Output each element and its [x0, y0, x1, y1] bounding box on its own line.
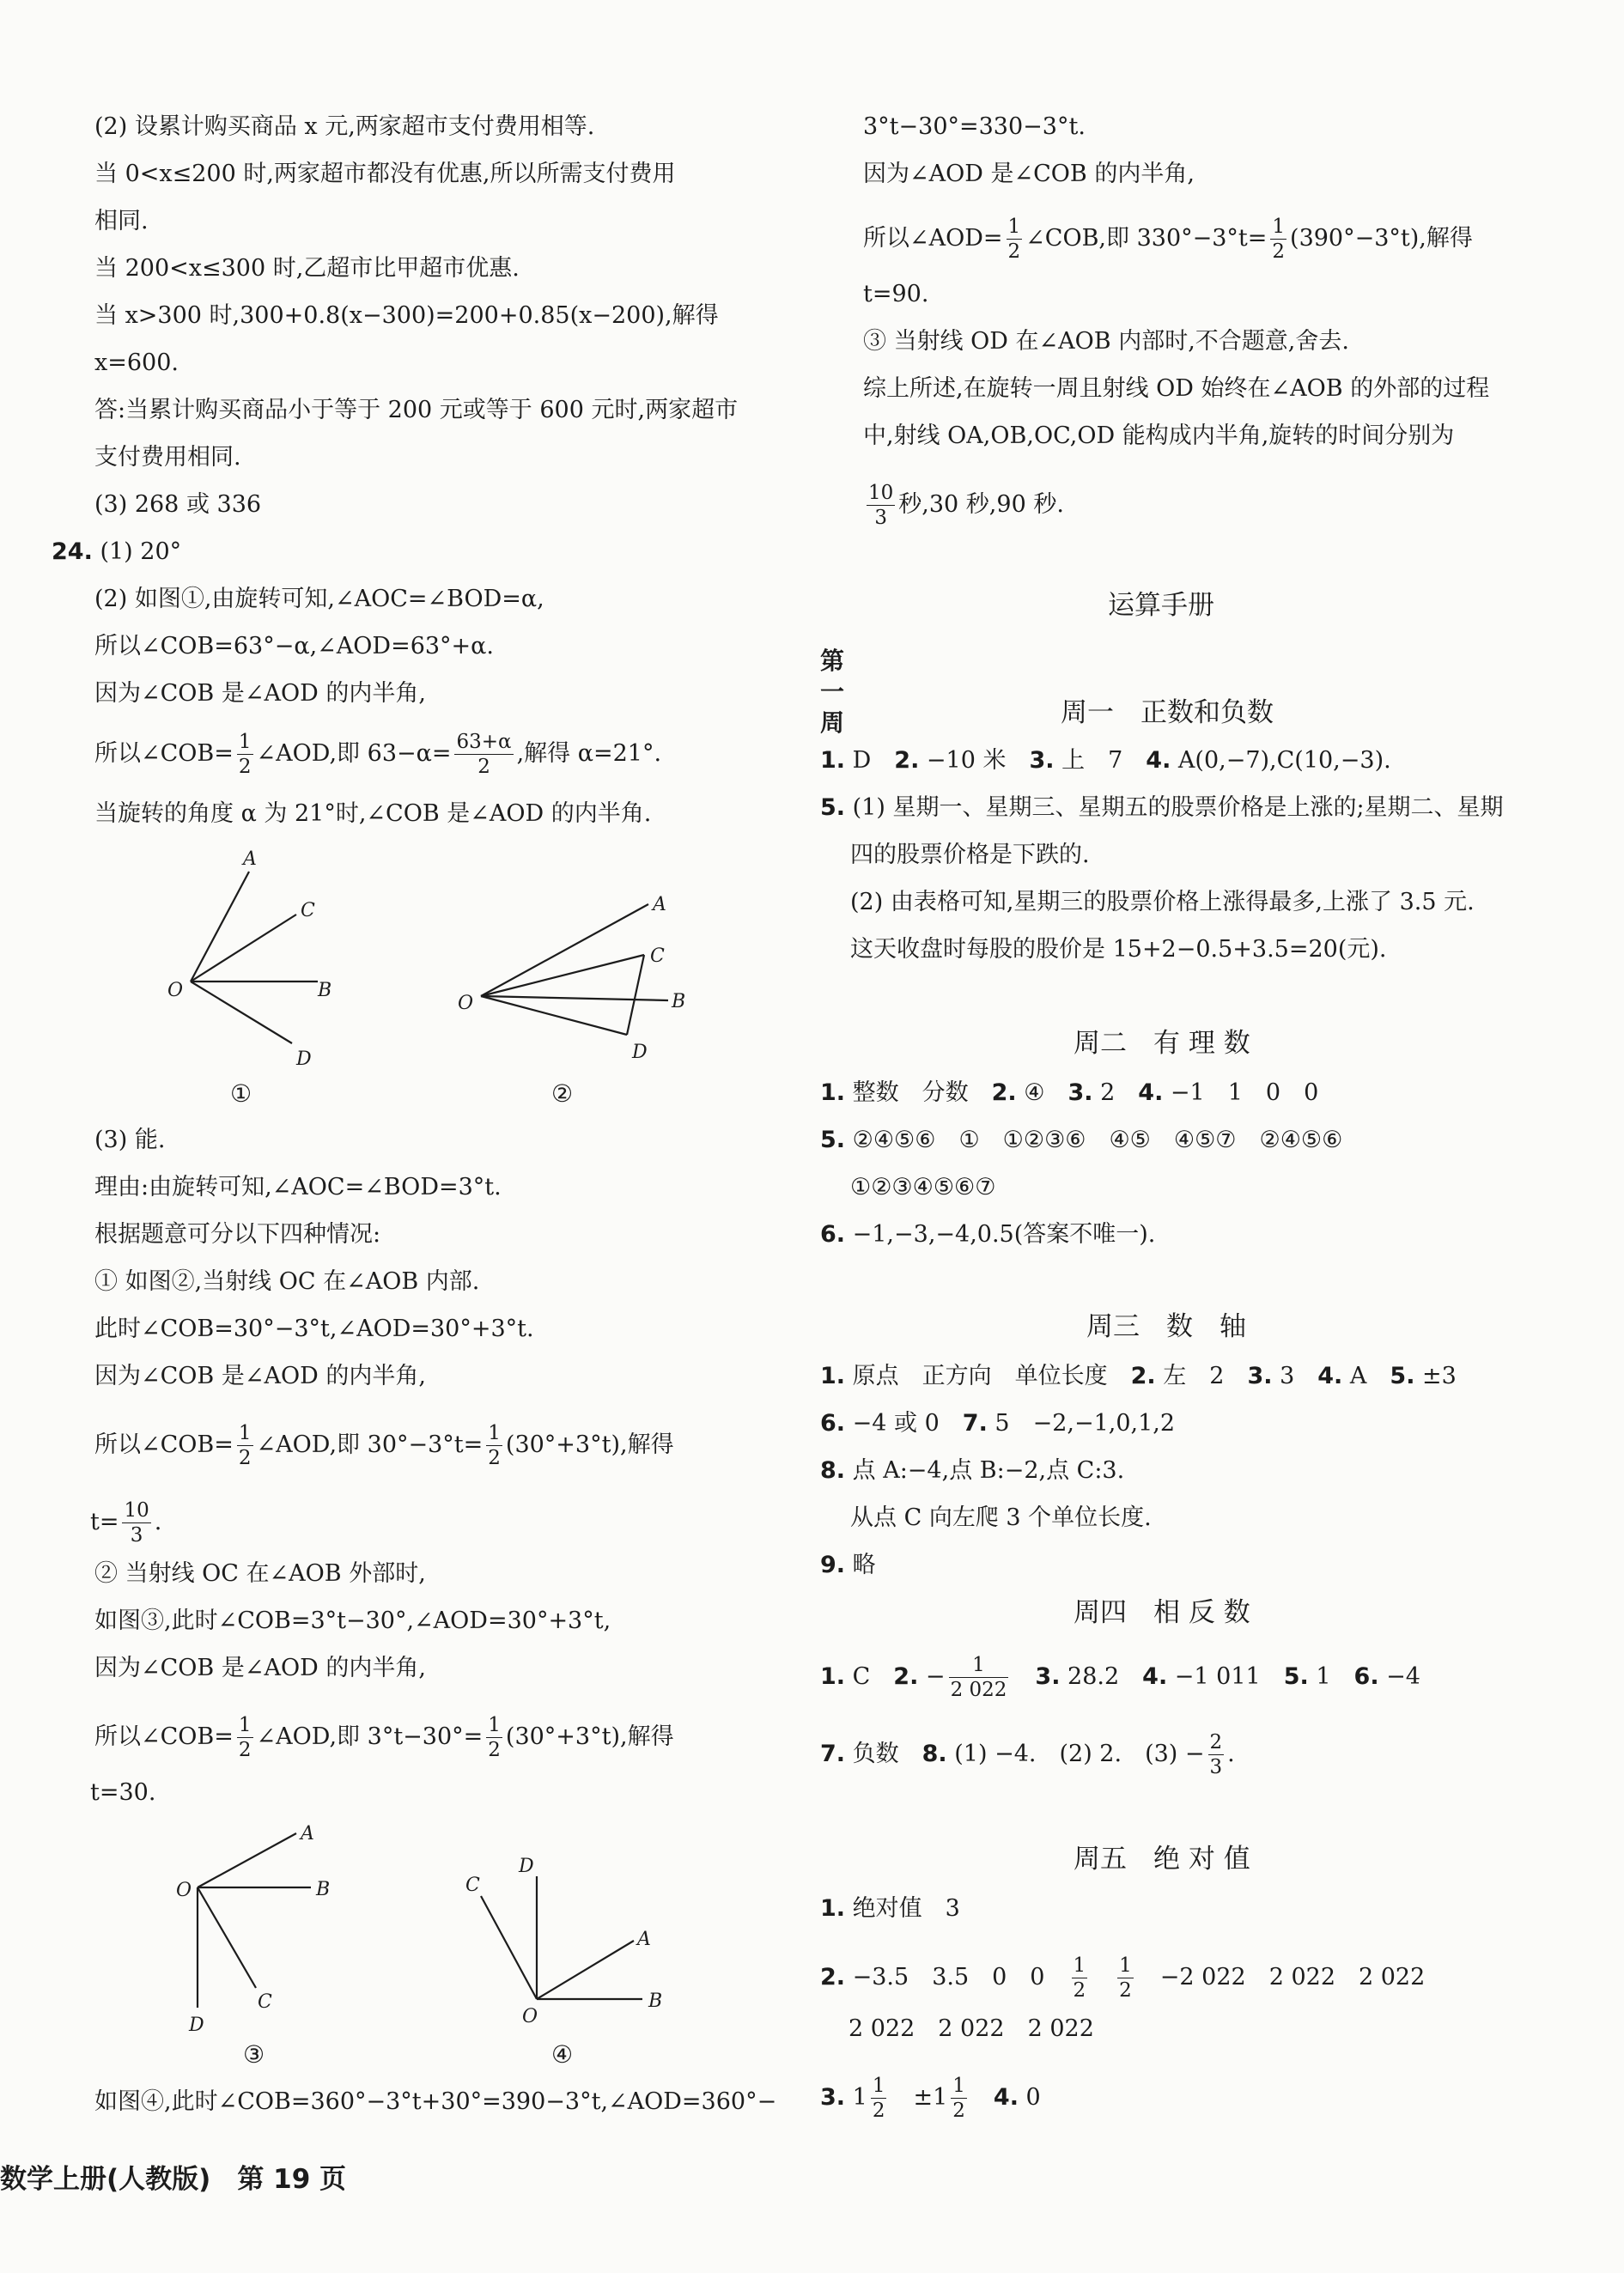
text-line: 因为∠AOD 是∠COB 的内半角, [863, 161, 1195, 187]
day-title-tuesday: 周二 有 理 数 [1074, 1028, 1250, 1059]
answer-text: 原点 正方向 单位长度 [845, 1363, 1131, 1389]
figure-1-2 [155, 837, 756, 1121]
text-line: (2) 如图①,由旋转可知,∠AOC=∠BOD=α, [94, 586, 544, 612]
text-line: (2) 设累计购买商品 x 元,两家超市支付费用相等. [94, 113, 595, 140]
question-number: 8. [820, 1457, 846, 1484]
question-number: 5. [1390, 1363, 1415, 1389]
text-line: 3°t−30°=330−3°t. [863, 113, 1086, 140]
ray-oa [537, 1941, 634, 1999]
text-line: 当 x>300 时,300+0.8(x−300)=200+0.85(x−200),解得 [94, 302, 719, 329]
label-c: C [650, 945, 665, 967]
question-number: 5. [1283, 1663, 1309, 1690]
text-segment: . [154, 1509, 162, 1535]
label-a: A [653, 894, 666, 915]
ray-oa [198, 1833, 296, 1887]
question-number: 2. [893, 1663, 919, 1690]
fraction-denominator: 2 [488, 1447, 501, 1469]
ray-oc [191, 915, 296, 982]
answer-text: A [1342, 1363, 1390, 1389]
label-a: A [301, 1823, 314, 1845]
question-number: 5. [820, 794, 846, 821]
text-segment: (30°+3°t),解得 [505, 1431, 674, 1458]
text-line: 此时∠COB=30°−3°t,∠AOD=30°+3°t. [94, 1316, 534, 1342]
text-line: 如图④,此时∠COB=360°−3°t+30°=390−3°t,∠AOD=360°− [94, 2088, 777, 2115]
text-line: ①②③④⑤⑥⑦ [850, 1174, 996, 1200]
answer-text: ±3 [1414, 1363, 1457, 1389]
text-segment: 秒,30 秒,90 秒. [898, 491, 1064, 518]
fraction [949, 1653, 1009, 1702]
section-title: 运算手册 [1108, 590, 1214, 621]
text-segment: t= [90, 1509, 119, 1535]
segment-cd [627, 955, 644, 1035]
fraction [486, 1421, 502, 1470]
day-title-friday: 周五 绝 对 值 [1074, 1844, 1250, 1875]
question-number: 5. [820, 1127, 846, 1153]
answer-line [820, 1361, 1457, 1392]
question-number: 4. [1138, 1079, 1164, 1106]
question-24 [52, 537, 181, 568]
fraction-denominator: 2 [1272, 240, 1286, 263]
text-segment: . [1227, 1741, 1235, 1767]
answer-text: 左 2 [1155, 1363, 1248, 1389]
fraction [871, 2074, 887, 2123]
answer-line [820, 2074, 1041, 2123]
answer-text: ±1 [913, 2084, 948, 2111]
label-b: B [318, 980, 332, 1001]
answer-text: −1 1 0 0 [1163, 1079, 1319, 1106]
answer-text: −1 011 [1167, 1663, 1284, 1690]
text-segment: ∠AOD,即 30°−3°t= [256, 1431, 484, 1458]
fraction-denominator: 2 022 [950, 1679, 1007, 1701]
fraction-numerator: 2 [1209, 1731, 1223, 1753]
answer-text: 整数 分数 [845, 1079, 992, 1106]
text-line: 当旋转的角度 α 为 21°时,∠COB 是∠AOD 的内半角. [94, 800, 652, 827]
text-line: 理由:由旋转可知,∠AOC=∠BOD=3°t. [94, 1174, 502, 1200]
fraction-denominator: 3 [130, 1524, 143, 1547]
fraction-numerator: 1 [1007, 216, 1021, 238]
question-number: 6. [820, 1410, 846, 1437]
fraction [486, 1713, 502, 1762]
fraction-numerator: 63+α [456, 731, 512, 753]
ray-oa [191, 872, 249, 982]
answer-text: C [845, 1663, 894, 1690]
answer-line [820, 1893, 960, 1924]
text-line: 当 200<x≤300 时,乙超市比甲超市优惠. [94, 255, 520, 282]
fraction-numerator: 1 [488, 1714, 501, 1736]
question-number: 1. [820, 1363, 846, 1389]
question-number: 7. [962, 1410, 988, 1437]
question-number: 1. [820, 1079, 846, 1106]
answer-text: 负数 [845, 1741, 922, 1767]
text-line: 四的股票价格是下跌的. [850, 842, 1090, 868]
text-line: (3) 能. [94, 1127, 166, 1153]
text-segment: ,解得 α=21°. [516, 740, 662, 767]
fraction-numerator: 10 [124, 1499, 149, 1522]
figure-3-4 [155, 1812, 756, 2078]
question-number: 4. [1142, 1663, 1168, 1690]
answer-text: 点 A:−4,点 B:−2,点 C:3. [845, 1457, 1125, 1484]
label-d: D [189, 2015, 204, 2036]
text-line: ③ 当射线 OD 在∠AOB 内部时,不合题意,舍去. [863, 328, 1349, 355]
question-number: 24. [52, 538, 93, 565]
fraction-numerator: 1 [488, 1422, 501, 1444]
answer-text: −4 或 0 [845, 1410, 963, 1437]
ray-oc [198, 1887, 256, 1988]
fraction-numerator: 1 [952, 2075, 965, 2097]
label-c: C [465, 1875, 480, 1896]
question-number: 2. [820, 1964, 846, 1990]
text-line: (2) 由表格可知,星期三的股票价格上涨得最多,上涨了 3.5 元. [850, 889, 1475, 915]
fraction-numerator: 1 [238, 731, 252, 753]
text-segment: (390°−3°t),解得 [1290, 225, 1473, 252]
fraction-numerator: 1 [1272, 216, 1286, 238]
fraction-numerator: 1 [238, 1714, 252, 1736]
fraction-denominator: 2 [872, 2100, 885, 2122]
text-line: 这天收盘时每股的股价是 15+2−0.5+3.5=20(元). [850, 936, 1387, 963]
fraction-numerator: 1 [1073, 1954, 1086, 1977]
fraction [1208, 1730, 1225, 1779]
answer-text: − [918, 1663, 946, 1690]
equation-line [863, 481, 1064, 530]
answer-text: 1 [1308, 1663, 1354, 1690]
answer-text: 1 [845, 2084, 867, 2111]
text-line: 因为∠COB 是∠AOD 的内半角, [94, 680, 426, 707]
text-line: 支付费用相同. [94, 444, 241, 471]
fraction [1270, 215, 1286, 264]
figure-caption: ① [230, 1079, 252, 1108]
label-b: B [672, 991, 686, 1012]
question-number: 8. [921, 1741, 947, 1767]
label-o: O [522, 2006, 538, 2027]
answer-text: 3 [1272, 1363, 1318, 1389]
fraction-numerator: 1 [949, 1653, 1009, 1678]
fraction-denominator: 2 [238, 1447, 252, 1469]
answer-text: 绝对值 3 [845, 1895, 960, 1922]
text-line: 答:当累计购买商品小于等于 200 元或等于 600 元时,两家超市 [94, 397, 739, 423]
text-segment: (30°+3°t),解得 [505, 1723, 674, 1750]
text-line: 相同. [94, 208, 149, 234]
fraction-denominator: 2 [952, 2100, 965, 2122]
equation-line [863, 215, 1473, 264]
answer-text: ②④⑤⑥ ① ①②③⑥ ④⑤ ④⑤⑦ ②④⑤⑥ [845, 1127, 1343, 1153]
text-line: ② 当射线 OC 在∠AOB 外部时, [94, 1560, 426, 1587]
label-o: O [167, 980, 184, 1001]
label-o: O [458, 993, 474, 1014]
question-number: 2. [894, 747, 920, 774]
question-number: 6. [820, 1221, 846, 1248]
fraction [1117, 1954, 1134, 2003]
answer-text: −10 米 [919, 747, 1030, 774]
label-a: A [243, 848, 257, 870]
question-number: 3. [1067, 1079, 1093, 1106]
question-number: 1. [820, 1895, 846, 1922]
question-number: 3. [820, 2084, 846, 2111]
label-b: B [648, 1990, 663, 2012]
equation-line [94, 1713, 674, 1762]
answer-text: 略 [845, 1552, 876, 1578]
fraction [237, 1713, 253, 1762]
ray-oc [481, 1896, 537, 1999]
figure-caption: ③ [243, 2040, 265, 2069]
day-title-monday: 周一 正数和负数 [1061, 697, 1274, 728]
text-line: 如图③,此时∠COB=3°t−30°,∠AOD=30°+3°t, [94, 1608, 611, 1634]
fraction-denominator: 2 [238, 1739, 252, 1761]
question-number: 2. [991, 1079, 1017, 1106]
equation-line [94, 1421, 674, 1470]
answer-text: −2 022 2 022 2 022 [1159, 1964, 1426, 1990]
fraction-denominator: 3 [1209, 1756, 1223, 1778]
text-line: x=600. [94, 349, 179, 376]
text-line: ① 如图②,当射线 OC 在∠AOB 内部. [94, 1268, 480, 1295]
label-d: D [296, 1048, 312, 1070]
answer-line [820, 1730, 1235, 1779]
question-number: 2. [1130, 1363, 1156, 1389]
answer-line [820, 1219, 1155, 1250]
text-line: t=90. [863, 281, 929, 307]
text-segment: 所以∠AOD= [863, 225, 1003, 252]
answer-line [820, 1125, 1342, 1156]
label-o: O [176, 1880, 192, 1901]
label-a: A [637, 1929, 651, 1950]
ray-od [481, 996, 627, 1035]
answer-text: −3.5 3.5 0 0 [845, 1964, 1045, 1990]
fraction [237, 730, 253, 779]
answer-text: 0 [1018, 2084, 1041, 2111]
fraction [1007, 215, 1023, 264]
answer-text: ④ [1016, 1079, 1068, 1106]
text-segment: 所以∠COB= [94, 1723, 234, 1750]
answer-text: 2 [1092, 1079, 1139, 1106]
ray-ob [481, 996, 668, 1000]
equation-line [94, 730, 661, 779]
fraction-denominator: 2 [1073, 1979, 1086, 2002]
question-number: 9. [820, 1552, 846, 1578]
answer-line [820, 1954, 1425, 2003]
fraction [951, 2074, 967, 2123]
text-line: 2 022 2 022 2 022 [848, 2015, 1094, 2042]
answer-line [820, 745, 1391, 776]
answer-text: (1) 星期一、星期三、星期五的股票价格是上涨的;星期二、星期 [845, 794, 1504, 821]
question-number: 4. [1317, 1363, 1343, 1389]
fraction-denominator: 2 [477, 756, 490, 778]
answer-line [820, 1408, 1175, 1439]
day-title-wednesday: 周三 数 轴 [1086, 1311, 1246, 1342]
text-segment: ∠COB,即 330°−3°t= [1025, 225, 1268, 252]
fraction-denominator: 2 [488, 1739, 501, 1761]
text-line: 从点 C 向左爬 3 个单位长度. [850, 1504, 1152, 1531]
question-number: 3. [1247, 1363, 1273, 1389]
text-line: 中,射线 OA,OB,OC,OD 能构成内半角,旋转的时间分别为 [863, 422, 1455, 449]
text-line: 综上所述,在旋转一周且射线 OD 始终在∠AOB 的外部的过程 [863, 375, 1490, 402]
day-title-thursday: 周四 相 反 数 [1074, 1597, 1250, 1628]
question-number: 6. [1353, 1663, 1379, 1690]
text-segment: 所以∠COB= [94, 740, 234, 767]
question-number: 7. [820, 1741, 846, 1767]
text-line: 因为∠COB 是∠AOD 的内半角, [94, 1655, 426, 1681]
week-title: 第一周 [820, 647, 845, 737]
question-number: 1. [820, 747, 846, 774]
label-c: C [301, 900, 315, 921]
answer-text: (1) −4. (2) 2. (3) − [946, 1741, 1205, 1767]
answer-line [820, 793, 1504, 824]
text-segment: ∠AOD,即 63−α= [256, 740, 452, 767]
answer-text: 上 7 [1054, 747, 1147, 774]
question-number: 3. [1035, 1663, 1061, 1690]
question-number: 4. [1146, 747, 1171, 774]
text-line: 所以∠COB=63°−α,∠AOD=63°+α. [94, 633, 494, 659]
figure-caption: ④ [551, 2040, 574, 2069]
text-line: t=30. [90, 1779, 156, 1806]
text-line: (3) 268 或 336 [94, 491, 262, 518]
question-number: 3. [1029, 747, 1055, 774]
ray-oc [481, 955, 644, 996]
page-footer: 数学上册(人教版) 第 19 页 [0, 2164, 347, 2195]
fraction [867, 481, 895, 530]
figure-caption: ② [551, 1079, 574, 1108]
fraction-numerator: 10 [868, 482, 894, 504]
label-c: C [258, 1991, 272, 2013]
text-line: 根据题意可分以下四种情况: [94, 1221, 381, 1248]
fraction-denominator: 2 [1007, 240, 1021, 263]
fraction-numerator: 1 [238, 1422, 252, 1444]
fraction-numerator: 1 [1119, 1954, 1132, 1977]
answer-text: (1) 20° [100, 538, 182, 565]
label-d: D [632, 1042, 648, 1063]
fraction [237, 1421, 253, 1470]
fraction [1072, 1954, 1088, 2003]
fraction-numerator: 1 [872, 2075, 885, 2097]
answer-line [820, 1078, 1318, 1109]
answer-line [820, 1456, 1124, 1486]
answer-text: D [845, 747, 895, 774]
question-number: 4. [993, 2084, 1019, 2111]
fraction [122, 1498, 150, 1547]
answer-text: −1,−3,−4,0.5(答案不唯一). [845, 1221, 1156, 1248]
text-line: 当 0<x≤200 时,两家超市都没有优惠,所以所需支付费用 [94, 161, 676, 187]
label-d: D [519, 1856, 534, 1877]
question-number: 1. [820, 1663, 846, 1690]
fraction-denominator: 3 [874, 507, 887, 529]
label-b: B [316, 1879, 331, 1900]
answer-line [820, 1653, 1420, 1702]
answer-text: 5 −2,−1,0,1,2 [987, 1410, 1176, 1437]
fraction [454, 730, 513, 779]
answer-text: 28.2 [1060, 1663, 1143, 1690]
ray-oa [481, 904, 648, 996]
equation-line [90, 1498, 161, 1547]
answer-line [820, 1550, 876, 1581]
fraction-denominator: 2 [238, 756, 252, 778]
text-line: 因为∠COB 是∠AOD 的内半角, [94, 1363, 426, 1389]
text-segment: 所以∠COB= [94, 1431, 234, 1458]
ray-od [191, 982, 292, 1043]
fraction-denominator: 2 [1119, 1979, 1132, 2002]
answer-text: A(0,−7),C(10,−3). [1171, 747, 1391, 774]
text-segment: ∠AOD,即 3°t−30°= [256, 1723, 484, 1750]
answer-text: −4 [1378, 1663, 1420, 1690]
